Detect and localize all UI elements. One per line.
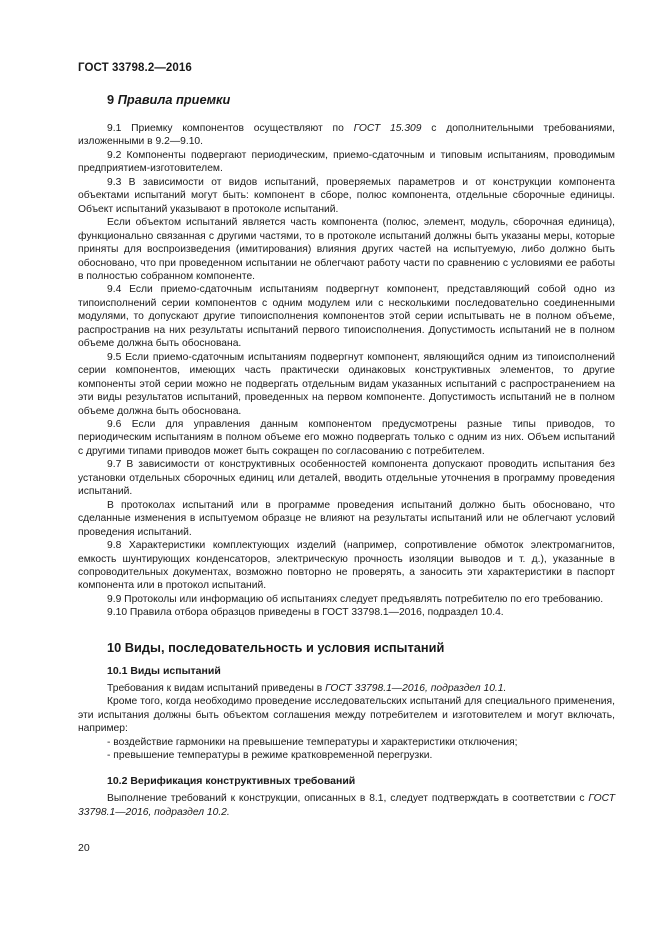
paragraph-9-5: 9.5 Если приемо-сдаточным испытаниям подвергнут компонент, являющийся одним из типоисполнений серии компонентов, имеющих часть практически одинаковых конструктивных элементов, то другие компоненты этой серии можно не подвергать отдельным видам указанных испытаний с распространением на эти виды результатов испытаний, проведенных на первом компоненте. Допустимость испытаний не в полном объеме должна быть обоснована. (78, 351, 615, 417)
paragraph-10-1-2: Кроме того, когда необходимо проведение исследовательских испытаний для специального применения, эти испытания должны быть объектом соглашения между потребителем и изготовителем и могут включать, например: (78, 696, 615, 735)
list-item: - воздействие гармоники на превышение температуры и характеристики отключения; (107, 736, 518, 748)
paragraph-text: с дополнительными требованиями, изложенными в 9.2—9.10. (78, 123, 615, 148)
subsection-10-1-body (78, 682, 615, 763)
paragraph-text: 9.1 Приемку компонентов осуществляют по (107, 123, 354, 134)
paragraph-9-6: 9.6 Если для управления данным компонентом предусмотрены разные типы приводов, то периодическим испытаниям в полном объеме его можно подвергать только с одним из них. Объем испытаний с другими типами приводов может быть сокращен по согласованию с потребителем. (78, 418, 615, 457)
section-9-title-text: Правила приемки (117, 92, 231, 107)
subsection-10-1-title: 10.1 Виды испытаний (107, 664, 221, 677)
section-9-body (78, 122, 615, 620)
document-id: ГОСТ 33798.2—2016 (78, 62, 192, 74)
page-number: 20 (78, 842, 90, 854)
paragraph-10-2-1 (78, 792, 615, 819)
paragraph-9-4: 9.4 Если приемо-сдаточным испытаниям подвергнут компонент, представляющий собой одно из типоисполнений серии компонентов с одним модулем или с несколькими последовательно соединенными модулями, то допускают другие типоисполнения компонентов этой серии испытывать не в полном объеме, распространив на них результаты испытаний первого типоисполнения. Допустимость испытаний не в полном объеме должна быть обоснована. (78, 284, 615, 350)
paragraph-9-2: 9.2 Компоненты подвергают периодическим, приемо-сдаточным и типовым испытаниям, проводимым предприятием-изготовителем. (78, 149, 615, 175)
section-9-title (107, 92, 615, 107)
section-10-title-text: Виды, последовательность и условия испытаний (124, 639, 445, 655)
subsection-10-2-body (78, 792, 615, 819)
paragraph-9-8: 9.8 Характеристики комплектующих изделий (например, сопротивление обмоток электромагнитов, емкость шунтирующих конденсаторов, электрическую прочность изоляции выводов и т. д.), указанные в сопроводительных документах, возможно повторно не проверять, а заносить эти характеристики в паспорт компонента или в протокол испытаний. (78, 540, 615, 592)
standard-reference: ГОСТ 33798.1—2016, подраздел 10.2. (78, 793, 615, 818)
paragraph-9-10: 9.10 Правила отбора образцов приведены в ГОСТ 33798.1—2016, подраздел 10.4. (107, 607, 504, 619)
paragraph-9-3: 9.3 В зависимости от видов испытаний, проверяемых параметров и от конструкции компонента объектами испытаний могут быть: компонент в сборе, полюс компонента, отдельные сборочные единицы. Объект испытаний указывают в протоколе испытаний. (78, 176, 615, 215)
paragraph-10-1-1 (78, 682, 615, 695)
section-10-number: 10 (107, 639, 122, 655)
paragraph-text: Требования к видам испытаний приведены в (107, 682, 326, 694)
standard-reference: ГОСТ 15.309 (353, 123, 422, 134)
paragraph-9-7-cont: В протоколах испытаний или в программе проведения испытаний должно быть обосновано, что сделанные изменения в испытуемом образце не влияют на результаты испытаний или не облегчают условий проведения испытаний. (78, 499, 615, 538)
paragraph-9-3-cont: Если объектом испытаний является часть компонента (полюс, элемент, модуль, сборочная единица), функционально связанная с другими частями, то в протоколе испытаний должны быть указаны меры, которые приняты для воспроизведения (имитирования) влияния других частей на испытуемую, либо должно быть обосновано, что при проведенном испытании не облегчают работу части по сравнению с условиями ее работы в полностью собранном компоненте. (78, 217, 615, 282)
standard-reference: ГОСТ 33798.1—2016, подраздел 10.1. (325, 682, 507, 694)
paragraph-9-7: 9.7 В зависимости от конструктивных особенностей компонента допускают проводить испытания без установки отдельных сборочных единиц или деталей, вводить отдельные уточнения в программу проведения испытаний. (78, 459, 615, 498)
paragraph-9-1 (78, 122, 615, 149)
section-9-number: 9 (107, 92, 115, 107)
section-10-title (107, 640, 615, 655)
document-page (78, 62, 615, 819)
subsection-10-2-title: 10.2 Верификация конструктивных требований (107, 775, 356, 788)
list-item: - превышение температуры в режиме кратковременной перегрузки. (107, 750, 433, 762)
paragraph-9-9: 9.9 Протоколы или информацию об испытаниях следует предъявлять потребителю по его требованию. (107, 593, 604, 605)
paragraph-text: Выполнение требований к конструкции, описанных в 8.1, следует подтверждать в соответствии с (107, 793, 589, 805)
